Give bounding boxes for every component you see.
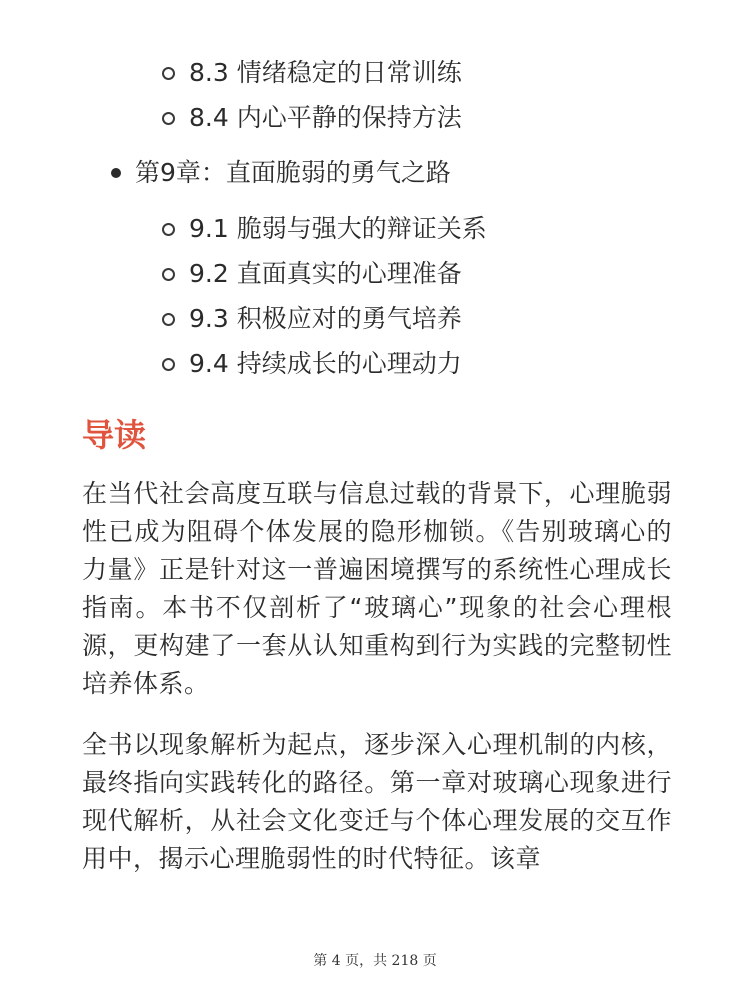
toc-subsection-label: 8.3 情绪稳定的日常训练 (189, 58, 462, 87)
toc-subsection-label: 9.3 积极应对的勇气培养 (189, 304, 462, 333)
toc-subsection-8-3[interactable] (0, 50, 462, 95)
intro-heading: 导读 (82, 416, 147, 454)
toc-subsection-9-1[interactable] (0, 206, 487, 251)
toc-chapter-9[interactable] (0, 150, 451, 195)
hollow-circle-bullet-icon (162, 223, 175, 236)
hollow-circle-bullet-icon (162, 268, 175, 281)
toc-subsection-label: 9.1 脆弱与强大的辩证关系 (189, 214, 487, 243)
toc-subsection-label: 9.4 持续成长的心理动力 (189, 349, 462, 378)
toc-chapter-8-continued (0, 50, 462, 140)
toc-subsection-9-3[interactable] (0, 296, 487, 341)
toc-subsection-9-4[interactable] (0, 341, 487, 386)
intro-paragraph-2: 全书以现象解析为起点，逐步深入心理机制的内核，最终指向实践转化的路径。第一章对玻璃心现象进行现代解析，从社会文化变迁与个体心理发展的交互作用中，揭示心理脆弱性的时代特征。该章 (82, 730, 672, 873)
toc-chapter-label: 第9章：直面脆弱的勇气之路 (135, 158, 451, 187)
toc-subsection-9-2[interactable] (0, 251, 487, 296)
toc-chapter-9-subsections (0, 206, 487, 386)
page-indicator: 第 4 页，共 218 页 (313, 953, 437, 969)
toc-subsection-label: 9.2 直面真实的心理准备 (189, 259, 462, 288)
toc-subsection-8-4[interactable] (0, 95, 462, 140)
toc-subsection-label: 8.4 内心平静的保持方法 (189, 103, 462, 132)
hollow-circle-bullet-icon (162, 112, 175, 125)
intro-paragraph-1: 在当代社会高度互联与信息过载的背景下，心理脆弱性已成为阻碍个体发展的隐形枷锁。《告别玻璃心的力量》正是针对这一普遍困境撰写的系统性心理成长指南。本书不仅剖析了“玻璃心”现象的社会心理根源，更构建了一套从认知重构到行为实践的完整韧性培养体系。 (82, 479, 672, 698)
hollow-circle-bullet-icon (162, 358, 175, 371)
solid-dot-bullet-icon (111, 168, 121, 178)
hollow-circle-bullet-icon (162, 67, 175, 80)
hollow-circle-bullet-icon (162, 313, 175, 326)
